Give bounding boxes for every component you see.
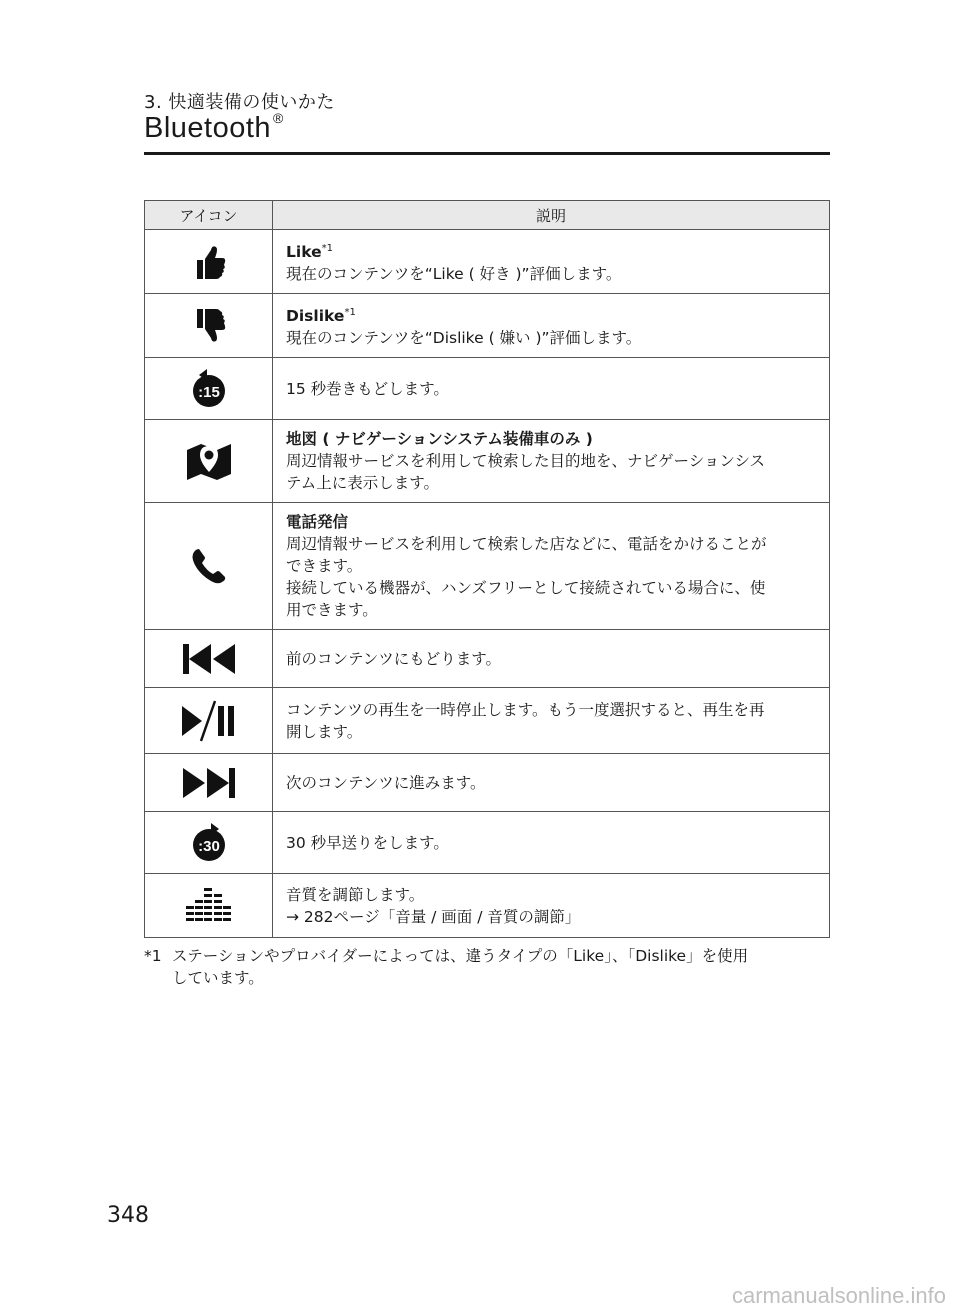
icon-cell [145,294,273,358]
table-row [145,688,830,754]
icon-cell [145,812,273,874]
row-text: → 282ページ「音量 / 画面 / 音質の調節」 [286,907,581,926]
map-pin-icon [185,440,233,482]
icon-cell [145,630,273,688]
icon-cell [145,358,273,420]
row-text: 接続している機器が、ハンズフリーとして接続されている場合に、使 [286,579,766,598]
icon-cell [145,420,273,503]
row-text: 周辺情報サービスを利用して検索した目的地を、ナビゲーションシス [286,452,766,471]
row-text: 現在のコンテンツを“Dislike ( 嫌い )”評価します。 [286,329,642,348]
row-text: できます。 [286,557,363,576]
registered-mark: ® [273,110,284,126]
footnote-mark: *1 [144,947,162,965]
table-row [145,503,830,630]
svg-text::30: :30 [197,837,220,855]
icon-table [144,200,830,938]
row-text: 現在のコンテンツを“Like ( 好き )”評価します。 [286,265,622,284]
description-cell [273,688,830,754]
row-text: 用できます。 [286,601,378,620]
row-text: 前のコンテンツにもどります。 [286,649,501,668]
forward-30-icon [187,821,231,865]
table-row [145,230,830,294]
svg-text::15: :15 [197,383,220,401]
table-row [145,812,830,874]
header-icon-column: アイコン [145,201,273,230]
table-row [145,420,830,503]
rewind-15-icon [187,367,231,411]
table-row [145,630,830,688]
table-row [145,294,830,358]
thumbs-up-icon [189,242,229,282]
icon-cell [145,874,273,938]
description-cell [273,812,830,874]
description-cell [273,230,830,294]
equalizer-icon [185,886,233,926]
row-text: コンテンツの再生を一時停止します。もう一度選択すると、再生を再 [286,700,765,719]
description-cell [273,503,830,630]
table-row [145,874,830,938]
icon-cell [145,754,273,812]
row-text: 音質を調節します。 [286,885,425,904]
description-cell [273,420,830,503]
next-track-icon [182,767,236,799]
watermark: carmanualsonline.info [731,1283,946,1308]
row-text: 次のコンテンツに進みます。 [286,773,486,792]
footnote-line: ステーションやプロバイダーによっては、違うタイプの「Like」、「Dislike」を使用 [172,947,749,965]
row-title: 電話発信 [286,513,349,532]
play-pause-icon [180,700,238,742]
phone-icon [189,546,229,586]
icon-cell [145,688,273,754]
row-text: 30 秒早送りをします。 [286,833,449,852]
heading-rule [144,152,830,155]
description-cell [273,294,830,358]
row-title: Dislike$^{*1}$ [286,307,356,326]
footnote [144,945,830,989]
description-cell [273,754,830,812]
table-row [145,358,830,420]
row-text: 開します。 [286,722,363,741]
row-title: Like$^{*1}$ [286,243,333,262]
table-header-row [145,201,830,230]
header-description-column: 説明 [273,201,830,230]
section-title [144,110,284,145]
description-cell [273,630,830,688]
chapter-heading: 3. 快適装備の使いかた [144,92,335,113]
description-cell [273,874,830,938]
table-row [145,754,830,812]
row-text: テム上に表示します。 [286,474,439,493]
icon-cell [145,230,273,294]
thumbs-down-icon [189,306,229,346]
page-number: 348 [107,1203,149,1228]
row-title: 地図 ( ナビゲーションシステム装備車のみ ) [286,430,593,449]
footnote-line: しています。 [172,969,264,987]
previous-track-icon [182,643,236,675]
row-text: 周辺情報サービスを利用して検索した店などに、電話をかけることが [286,535,767,554]
icon-cell [145,503,273,630]
description-cell [273,358,830,420]
section-title-text: Bluetooth [144,112,272,144]
row-text: 15 秒巻きもどします。 [286,379,449,398]
